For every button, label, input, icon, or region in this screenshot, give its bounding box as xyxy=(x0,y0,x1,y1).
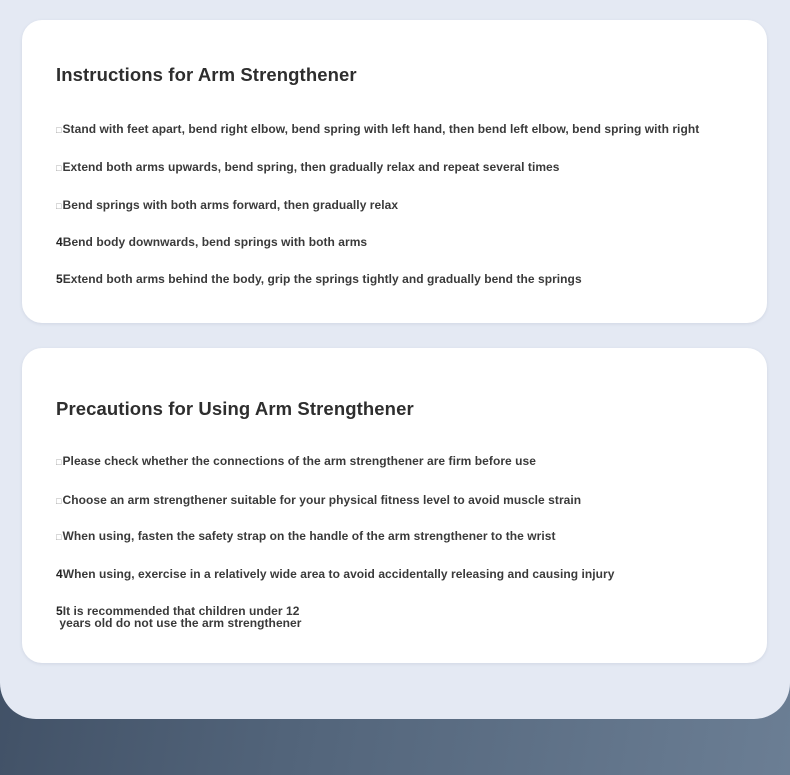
bullet-marker-icon: □ xyxy=(56,457,62,467)
bullet-marker-icon: □ xyxy=(56,201,62,211)
item-number: 4 xyxy=(56,567,63,581)
bullet-marker-icon: □ xyxy=(56,125,62,135)
instruction-item-1: □Stand with feet apart, bend right elbow, bend spring with left hand, then bend left elbow, bend spring with right xyxy=(56,122,700,136)
precautions-card xyxy=(22,348,767,663)
precaution-item-4: 4When using, exercise in a relatively wide area to avoid accidentally releasing and causing injury xyxy=(56,567,615,581)
item-number: 5 xyxy=(56,604,63,618)
precautions-title: Precautions for Using Arm Strengthener xyxy=(56,398,414,419)
bullet-marker-icon: □ xyxy=(56,532,62,542)
item-number: 5 xyxy=(56,272,63,286)
bullet-marker-icon: □ xyxy=(56,163,62,173)
instructions-title: Instructions for Arm Strengthener xyxy=(56,64,357,85)
instruction-item-4: 4Bend body downwards, bend springs with both arms xyxy=(56,235,368,249)
item-number: 4 xyxy=(56,235,63,249)
instruction-item-2: □Extend both arms upwards, bend spring, then gradually relax and repeat several times xyxy=(56,160,560,174)
precaution-item-1: □Please check whether the connections of the arm strengthener are firm before use xyxy=(56,454,536,468)
instructions-card xyxy=(22,20,767,323)
instruction-item-3: □Bend springs with both arms forward, then gradually relax xyxy=(56,198,399,212)
precaution-item-2: □Choose an arm strengthener suitable for your physical fitness level to avoid muscle strain xyxy=(56,493,582,507)
bullet-marker-icon: □ xyxy=(56,496,62,506)
instruction-item-5: 5Extend both arms behind the body, grip the springs tightly and gradually bend the springs xyxy=(56,272,582,286)
precaution-item-5: 5It is recommended that children under 12 years old do not use the arm strengthener xyxy=(56,604,302,630)
precaution-item-3: □When using, fasten the safety strap on the handle of the arm strengthener to the wrist xyxy=(56,529,556,543)
